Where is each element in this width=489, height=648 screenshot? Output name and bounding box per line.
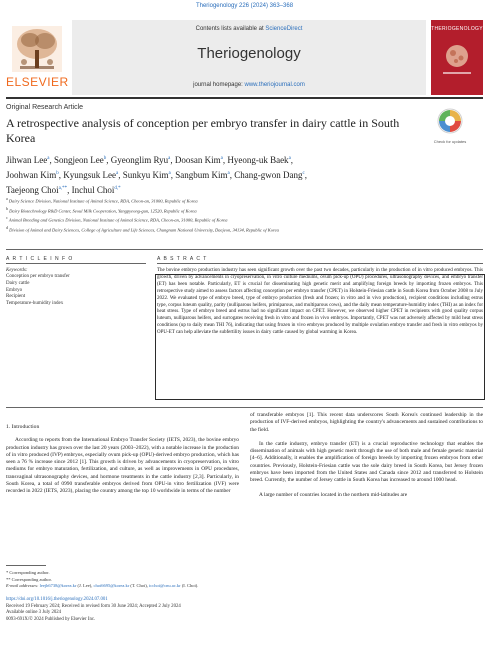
author-name[interactable]: Gyeonglim Ryu: [110, 155, 169, 165]
copyright: 0093-691X/© 2024 Published by Elsevier Inc.: [6, 617, 96, 623]
received-dates: Received 19 February 2024; Received in revised form 30 June 2024; Accepted 2 July 2024: [6, 603, 181, 609]
email-owner: (J. Lee),: [77, 583, 93, 588]
footnotes: [6, 565, 286, 590]
affiliation-item: [6, 205, 483, 215]
journal-name: Theriogenology: [197, 45, 301, 62]
article-title: A retrospective analysis of conception per embryo transfer in dairy cattle in South Korea: [6, 116, 400, 145]
keyword-item[interactable]: Temperature-humidity index: [6, 301, 64, 307]
affiliation-sup: c: [6, 215, 8, 220]
body-paragraph: In the cattle industry, embryo transfer (ET) is a crucial reproductive technology that enables the dissemination of animals with high genetic merit through the use of both male and female genetic material [4–6]. Additionally, it enables the amplification of foreign breeds by importing frozen embryos from other countries. Previously, Holstein-Friesian cattle was the sole dairy breed in South Korea, but Jersey frozen embryos have been imported from the United States and Canada since 2012 and transferred to Holstein breed. Currently, the number of Jersey cattle in South Korea has increased to around 1000 head.: [250, 440, 483, 484]
author-affil-sup: c: [302, 171, 305, 176]
affiliation-sup: b: [6, 205, 8, 211]
author-affil-sup: b: [56, 171, 59, 176]
homepage-prefix: journal homepage:: [193, 82, 243, 88]
author-name[interactable]: Doosan Kim: [174, 155, 221, 165]
available-online: Available online 3 July 2024: [6, 610, 62, 616]
author-affil-sup: a: [288, 156, 291, 161]
body-paragraph: A large number of countries located in the northern mid-latitudes are: [259, 491, 408, 498]
affiliation-item: [6, 195, 483, 205]
author-affil-sup: a: [116, 171, 119, 176]
contents-line: [72, 26, 426, 32]
author-affil-sup: a: [227, 171, 230, 176]
affiliation-text: Dairy Biotechnology R&D Center, Seoul Milk Cooperation, Yangpyeong-gun, 12520, Republic of Korea: [9, 208, 197, 213]
keyword-list: [6, 274, 146, 308]
author-name[interactable]: Sangbum Kim: [175, 170, 228, 180]
affiliation-text: Animal Breeding and Genetics Division, National Institute of Animal Science, RDA, Cheon-an, 31000, Republic of Korea: [8, 217, 228, 223]
affiliation-text: Dairy Science Division, National Institute of Animal Science, RDA, Cheon-an, 31000, Republic of Korea: [8, 198, 198, 204]
elsevier-tree-icon: [12, 26, 62, 72]
keyword-item[interactable]: Conception per embryo transfer: [6, 274, 70, 279]
author-list: [6, 152, 483, 197]
journal-info-box: [72, 20, 426, 95]
body-left-column: [6, 412, 239, 496]
author-name[interactable]: Chang-gwon Dang: [234, 170, 303, 180]
author-name[interactable]: Hyeong-uk Baek: [227, 155, 289, 165]
author-affil-sup: a: [47, 156, 50, 161]
author-name[interactable]: Jihwan Lee: [6, 155, 48, 165]
author-affil-sup: a,**: [58, 186, 68, 191]
sciencedirect-link[interactable]: ScienceDirect: [265, 26, 303, 32]
body-divider: [6, 407, 483, 408]
email-link[interactable]: leejh6738@korea.kr: [39, 583, 77, 588]
author-affil-sup: d,*: [114, 186, 121, 191]
abstract-rule: [157, 263, 483, 264]
affiliation-item: [6, 214, 483, 224]
section-heading: 1. Introduction: [6, 424, 40, 430]
author-line-2: Joohwan Kim$^b$, Kyungsuk Lee$^a$, Sunkyu Kim$^a$, Sangbum Kim$^a$, Chang-gwon Dang$^c$,: [6, 170, 307, 180]
email-prefix: E-mail addresses:: [6, 583, 39, 588]
author-line-3: Taejeong Choi$^{a,**}$, Inchul Choi$^{d,*}$: [6, 185, 121, 195]
abstract-heading: A B S T R A C T: [157, 256, 208, 262]
elsevier-logo[interactable]: [6, 26, 68, 94]
affiliation-sup: a: [6, 196, 8, 201]
footnote-emails: [6, 583, 286, 590]
doi-link[interactable]: https://doi.org/10.1016/j.theriogenology.2024.07.001: [6, 597, 108, 602]
author-affil-sup: b: [103, 156, 107, 161]
author-name[interactable]: Kyungsuk Lee: [63, 170, 116, 180]
author-name[interactable]: Inchul Choi: [71, 185, 115, 195]
journal-masthead: [6, 20, 483, 95]
cover-title: THERIOGENOLOGY: [431, 26, 483, 32]
body-right-column: [250, 412, 483, 499]
homepage-line: [72, 82, 426, 88]
footnote-corresponding-2: ** Corresponding author.: [6, 576, 52, 582]
article-info-rule: [6, 263, 146, 264]
email-link[interactable]: choi6695@korea.kr: [93, 583, 130, 588]
affiliation-sup: d: [6, 224, 8, 230]
author-name[interactable]: Sunkyu Kim: [122, 170, 169, 180]
contents-prefix: Contents lists available at: [195, 26, 264, 32]
author-name[interactable]: Songjeon Lee: [53, 155, 104, 165]
author-affil-sup: a: [220, 156, 223, 161]
body-paragraph: of transferable embryos [1]. This recent data underscores South Korea's continued leadership in the production of IVF-derived embryos, highlighting the country's advancements and sustained contributions to the field.: [250, 412, 483, 433]
email-owner: (I. Choi).: [181, 583, 199, 588]
keywords-heading: Keywords:: [6, 268, 28, 273]
running-head[interactable]: Theriogenology 226 (2024) 363–368: [195, 3, 294, 9]
footnote-rule: [6, 565, 46, 566]
affiliation-list: [6, 195, 483, 233]
author-line-1: Jihwan Lee$^a$, Songjeon Lee$^b$, Gyeonglim Ryu$^a$, Doosan Kim$^a$, Hyeong-uk Baek$^a$,: [6, 155, 294, 165]
header-divider: [6, 97, 483, 99]
affiliation-text: Division of Animal and Dairy Sciences, College of Agriculture and Life Sciences, Chungnam National University, Daejeon, 34134, Republic of Korea: [9, 227, 279, 232]
keyword-item[interactable]: Embryo: [6, 287, 23, 293]
abstract-text[interactable]: The bovine embryo production industry has seen significant growth over the past two decades, particularly in the production of in vitro produced embryos. This growth, driven by advancements in cryopreservation, in vitro culture mediums, ovum pick-up (OPU) procedures, ultrasonography devices, and embryo transfer (ET) has been notable. Particularly, ET is crucial for disseminating high genetic merit and amplifying foreign breeds by importing frozen embryos. This retrospective study aimed to assess factors affecting conception per embryo transfer (CPET) in Holstein-Friesian cattle in South Korea from October 2008 to July 2022. We evaluated type of embryo breed, type of embryo production (fresh and frozen; in vitro and in vivo production), recipient conditions including estrus type, corpus luteum quality, parity (nulliparous heifers, primiparous, and multiparous cows), and the daily mean temperature-humidity index (THI) as an index for heat stress. Type of embryo breed and estrus had no significant impact on CPET. However, we observed higher CPET in recipients with good quality corpus luteum, nulliparous heifers, and surrogates receiving fresh in vitro and frozen in vivo embryos. Importantly, CPET was not adversely affected by mild heat stress conditions (up to daily mean THI 76), indicating that using frozen in vivo embryos produced by multiple ovulation embryo transfer and fresh in vitro embryos by OPU-ET can help alleviate the subfertility issues in dairy cattle caused by global warming in Korea.: [157, 268, 483, 336]
email-link[interactable]: icchoi@cnu.ac.kr: [149, 583, 181, 588]
article-type: Original Research Article: [6, 104, 84, 111]
author-name[interactable]: Joohwan Kim: [6, 170, 57, 180]
affiliation-item: [6, 224, 483, 234]
keyword-item[interactable]: Dairy cattle: [6, 280, 30, 286]
journal-cover-thumbnail[interactable]: [431, 20, 483, 95]
publication-info: [6, 597, 306, 624]
article-info-heading: A R T I C L E I N F O: [6, 256, 74, 262]
body-paragraph: According to reports from the International Embryo Transfer Society (IETS, 2023), the bovine embryo production industry has grown over the last 20 years (2003–2022), with a notable increase in the production of in vitro produced (IVP) embryos, especially ovum pick-up (OPU)-derived embryo production, which has seen a 76 % increase since 2012 [1]. This growth is driven by advancements in cryopreservation, in vitro mediums for embryo maturation, fertilization, and culture, as well as improvements in OPU procedures, transvaginal ultrasonography devices, and hormone treatments in the cattle industry [2,3]. Particularly, in South Korea, a total of 0990 transferable embryos derived from OPU-in vitro fertilization (IVF) were recorded in 2022 (IETS, 2023), placing the country among the top 10 worldwide in terms of the number: [6, 437, 239, 495]
email-owner: (T. Choi),: [130, 583, 148, 588]
author-affil-sup: a: [168, 156, 171, 161]
keyword-item[interactable]: Recipient: [6, 294, 26, 300]
crossmark-label[interactable]: Check for updates: [433, 139, 467, 144]
elsevier-wordmark: ELSEVIER: [6, 75, 69, 89]
crossmark-icon[interactable]: [430, 107, 470, 139]
author-affil-sup: a: [168, 171, 171, 176]
journal-homepage-link[interactable]: www.theriojournal.com: [244, 82, 305, 88]
info-divider: [6, 249, 483, 250]
author-name[interactable]: Taejeong Choi: [6, 185, 59, 195]
footnote-corresponding-1: * Corresponding author.: [6, 570, 50, 575]
cover-art-icon: [439, 40, 475, 80]
